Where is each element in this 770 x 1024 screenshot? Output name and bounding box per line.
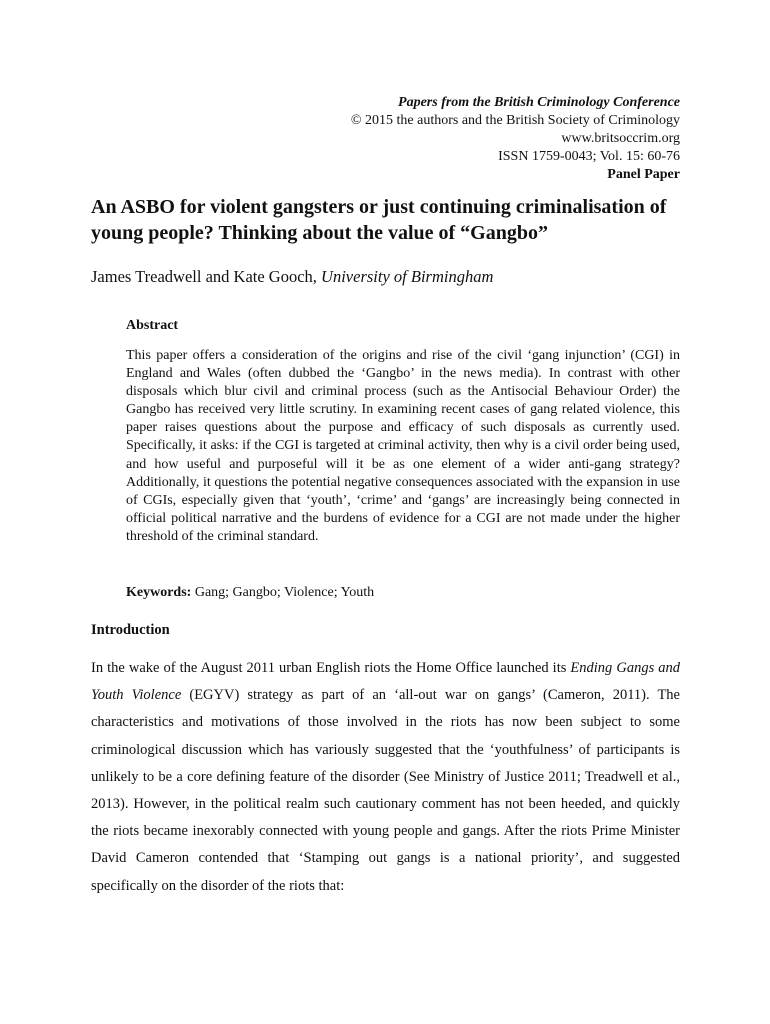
paper-type: Panel Paper bbox=[607, 167, 680, 182]
intro-text-rest: (EGYV) strategy as part of an ‘all-out war on gangs’ (Cameron, 2011). The characteristics and motivations of those involved in the riots has now been subject to some criminological discussion which has variously suggested that the ‘youthfulness’ of participants is unlikely to be a core defining feature of the disorder (See Ministry of Justice 2011; Treadwell et al., 2013). However, in the political realm such cautionary comment has not been heeded, and quickly the riots became inexorably connected with young people and gangs. After the riots Prime Minister David Cameron contended that ‘Stamping out gangs is a national priority’, and suggested specifically on the disorder of the riots that: bbox=[91, 687, 680, 894]
introduction-paragraph bbox=[91, 655, 680, 900]
introduction-heading: Introduction bbox=[91, 622, 170, 638]
conference-name: Papers from the British Criminology Conference bbox=[398, 95, 680, 110]
issn-line: ISSN 1759-0043; Vol. 15: 60-76 bbox=[498, 149, 680, 164]
copyright-line: © 2015 the authors and the British Society of Criminology bbox=[350, 113, 680, 128]
author-affiliation: University of Birmingham bbox=[321, 267, 494, 286]
website-link[interactable]: www.britsoccrim.org bbox=[561, 131, 680, 146]
intro-strategy-title: Ending Gangs and Youth Violence bbox=[91, 660, 681, 704]
paper-title: An ASBO for violent gangsters or just continuing criminalisation of young people? Thinking about the value of “Gangbo” bbox=[91, 196, 667, 244]
intro-text-start: In the wake of the August 2011 urban English riots the Home Office launched its bbox=[91, 660, 571, 676]
author-names: James Treadwell and Kate Gooch, bbox=[91, 267, 322, 286]
keywords-label: Keywords: bbox=[126, 585, 192, 600]
journal-header bbox=[351, 94, 680, 184]
keywords-values: Gang; Gangbo; Violence; Youth bbox=[191, 585, 375, 600]
abstract-text: This paper offers a consideration of the origins and rise of the civil ‘gang injunction’ (CGI) in England and Wales (often dubbed the ‘Gangbo’ in the news media). In contrast with other disposals which blur civil and criminal process (such as the Antisocial Behaviour Order) the Gangbo has received very little scrutiny. In examining recent cases of gang related violence, this paper raises questions about the purpose and efficacy of such disposals as currently used. Specifically, it asks: if the CGI is targeted at criminal activity, then why is a civil order being used, and how useful and purposeful will it be as one element of a wider anti-gang strategy? Additionally, it questions the potential negative consequences associated with the expansion in use of CGIs, especially given that ‘youth’, ‘crime’ and ‘gangs’ are increasingly being connected in official political narrative and the burdens of evidence for a CGI are not made under the higher threshold of the criminal standard. bbox=[126, 348, 680, 544]
abstract-heading: Abstract bbox=[126, 318, 179, 333]
author-line bbox=[91, 266, 493, 288]
keywords-line bbox=[126, 585, 374, 601]
